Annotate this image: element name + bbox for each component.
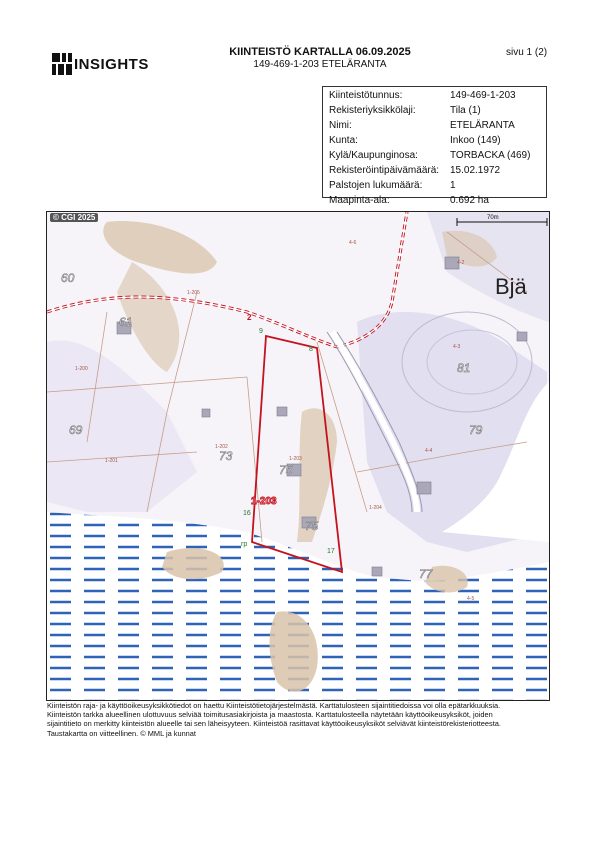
disclaimer xyxy=(47,701,547,738)
alma-insights-logo xyxy=(52,52,162,78)
road-number: 2 xyxy=(247,313,252,322)
info-row xyxy=(323,178,546,193)
house-number: 73 xyxy=(219,449,233,463)
logo-text: INSIGHTS xyxy=(74,56,149,73)
boundary-marker: 16 xyxy=(243,510,251,517)
info-row xyxy=(323,88,546,103)
page-number: sivu 1 (2) xyxy=(506,47,548,58)
cadastral-label: 4-5 xyxy=(467,596,475,602)
info-label: Kunta: xyxy=(329,135,358,146)
place-label: Bjä xyxy=(495,274,527,299)
info-value: TORBACKA (469) xyxy=(450,150,531,161)
boundary-marker: 9 xyxy=(259,328,263,335)
info-row xyxy=(323,133,546,148)
scale-label: 70m xyxy=(487,215,499,221)
report-subtitle: 149-469-1-203 ETELÄRANTA xyxy=(253,59,387,70)
disclaimer-line: Taustakartta on viitteellinen. © MML ja kunnat xyxy=(47,728,196,738)
property-info-table xyxy=(322,86,547,206)
cadastral-label: 1-200 xyxy=(75,366,88,372)
house-number: 61 xyxy=(119,315,133,329)
house-number: 77 xyxy=(419,567,433,581)
cadastral-label: 4-6 xyxy=(349,240,357,246)
house-number: 75 xyxy=(305,519,319,533)
alma-logo-mark xyxy=(52,53,72,75)
cadastral-label: 1-201 xyxy=(105,458,118,464)
property-map[interactable] xyxy=(46,211,550,701)
disclaimer-line: Kiinteistön tarkka alueellinen ulottuvuus selviää toimitusasiakirjoista ja maastosta. Karttatulosteella näytetään käyttöoikeusyksiköt, joiden xyxy=(47,710,493,720)
info-value: Tila (1) xyxy=(450,105,481,116)
boundary-marker: 17 xyxy=(327,548,335,555)
info-label: Maapinta-ala: xyxy=(329,195,390,206)
info-row xyxy=(323,163,546,178)
info-label: Kiinteistötunnus: xyxy=(329,90,403,101)
info-value: 1 xyxy=(450,180,456,191)
info-value: 0.692 ha xyxy=(450,195,489,206)
report-title-block xyxy=(180,46,460,70)
cadastral-label: 4-3 xyxy=(453,344,461,350)
cadastral-label: 1-202 xyxy=(215,444,228,450)
info-label: Rekisteriyksikkölaji: xyxy=(329,105,416,116)
house-number: 79 xyxy=(469,423,483,437)
info-label: Rekisteröintipäivämäärä: xyxy=(329,165,440,176)
report-title: KIINTEISTÖ KARTALLA 06.09.2025 xyxy=(229,46,411,58)
cadastral-label: 4-4 xyxy=(425,448,433,454)
info-value: Inkoo (149) xyxy=(450,135,501,146)
disclaimer-line: Kiinteistön raja- ja käyttöoikeusyksikkötiedot on haettu Kiinteistötietojärjestelmästä. Karttatulosteen sijaintitiedoissa voi olla epätarkkuuksia. xyxy=(47,701,501,710)
info-label: Nimi: xyxy=(329,120,352,131)
house-number: 69 xyxy=(69,423,83,437)
boundary-marker: rp xyxy=(241,541,248,548)
parcel-label: 1-203 xyxy=(251,496,277,507)
cadastral-label: 1-204 xyxy=(369,505,382,511)
house-number: 81 xyxy=(457,361,471,375)
boundary-marker: 8 xyxy=(309,346,313,353)
map-canvas[interactable] xyxy=(47,212,549,700)
info-row xyxy=(323,118,546,133)
info-value: ETELÄRANTA xyxy=(450,120,515,131)
map-copyright: © CGI 2025 xyxy=(50,213,98,222)
info-row xyxy=(323,148,546,163)
cadastral-label: 1-203 xyxy=(289,456,302,462)
info-label: Kylä/Kaupunginosa: xyxy=(329,150,418,161)
cadastral-label: 1-205 xyxy=(187,290,200,296)
house-number: 75 xyxy=(279,463,293,477)
info-label: Palstojen lukumäärä: xyxy=(329,180,423,191)
info-row xyxy=(323,103,546,118)
cadastral-label: 4-2 xyxy=(457,260,465,266)
info-value: 15.02.1972 xyxy=(450,165,501,176)
info-value: 149-469-1-203 xyxy=(450,90,516,101)
house-number: 60 xyxy=(61,271,75,285)
disclaimer-line: sijaintitieto on merkitty kiinteistön alueelle tai sen läheisyyteen. Kiinteistöä rasittavat käyttöoikeusyksiköt selviävät kiinteistörekisteriotteesta. xyxy=(47,719,501,729)
info-row xyxy=(323,193,546,208)
